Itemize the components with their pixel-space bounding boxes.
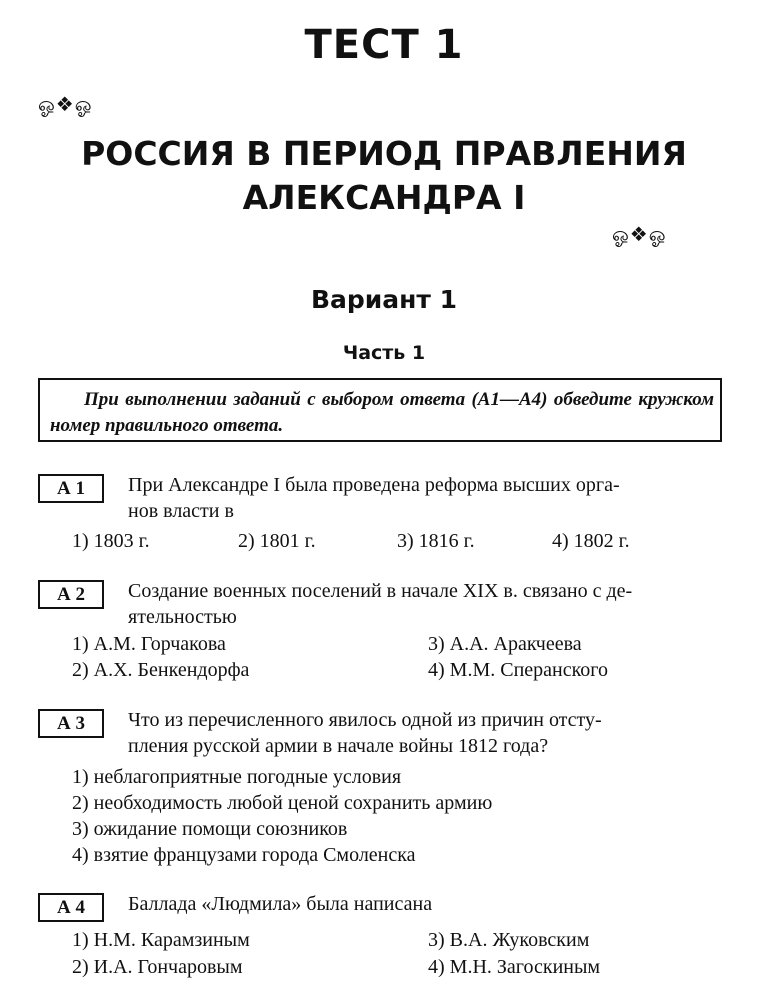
question-text-line: ятельностью	[128, 606, 237, 628]
question-text-line: нов власти в	[128, 500, 234, 522]
answer-option[interactable]: 1) 1803 г.	[72, 530, 150, 552]
main-title-line-1: РОССИЯ В ПЕРИОД ПРАВЛЕНИЯ	[81, 134, 687, 173]
ornament-icon: ஓ❖ஓ	[612, 222, 667, 246]
instruction-box	[38, 378, 722, 442]
question-text	[128, 578, 720, 630]
question-label: А 4	[38, 893, 104, 922]
question-text	[128, 891, 720, 917]
part-title: Часть 1	[342, 342, 426, 364]
answer-option[interactable]: 1) неблагоприятные погодные условия	[72, 766, 402, 788]
question-text	[128, 707, 720, 759]
main-title-line-2: АЛЕКСАНДРА I	[242, 178, 526, 217]
answer-option[interactable]: 4) 1802 г.	[552, 530, 630, 552]
question-label: А 1	[38, 474, 104, 503]
question-text-line: пления русской армии в начале войны 1812 года?	[128, 735, 549, 757]
question-text-line: Баллада «Людмила» была написана	[128, 893, 433, 915]
main-title	[0, 132, 768, 220]
question-label: А 2	[38, 580, 104, 609]
instruction-text: При выполнении заданий с выбором ответа (А1—А4) обведите кружком номер правильного ответа.	[50, 389, 714, 436]
ornament-icon: ஓ❖ஓ	[38, 92, 93, 116]
answer-option[interactable]: 2) А.Х. Бенкендорфа	[72, 659, 250, 681]
question-label: А 3	[38, 709, 104, 738]
answer-option[interactable]: 1) А.М. Горчакова	[72, 633, 226, 655]
answer-option[interactable]: 3) А.А. Аракчеева	[428, 633, 582, 655]
answer-option[interactable]: 2) необходимость любой ценой сохранить армию	[72, 792, 493, 814]
answer-option[interactable]: 2) 1801 г.	[238, 530, 316, 552]
question-text	[128, 472, 720, 524]
answer-option[interactable]: 4) М.Н. Загоскиным	[428, 956, 601, 978]
answer-option[interactable]: 3) 1816 г.	[397, 530, 475, 552]
answer-option[interactable]: 3) В.А. Жуковским	[428, 929, 590, 951]
question-text-line: Что из перечисленного явилось одной из причин отсту-	[128, 709, 602, 731]
variant-title: Вариант 1	[310, 285, 458, 314]
answer-option[interactable]: 1) Н.М. Карамзиным	[72, 929, 250, 951]
answer-option[interactable]: 4) М.М. Сперанского	[428, 659, 609, 681]
answer-option[interactable]: 3) ожидание помощи союзников	[72, 818, 348, 840]
question-text-line: При Александре I была проведена реформа высших орга-	[128, 474, 620, 496]
test-title: ТЕСТ 1	[304, 22, 464, 68]
question-text-line: Создание военных поселений в начале XIX в. связано с де-	[128, 580, 633, 602]
answer-option[interactable]: 4) взятие французами города Смоленска	[72, 844, 416, 866]
answer-option[interactable]: 2) И.А. Гончаровым	[72, 956, 243, 978]
